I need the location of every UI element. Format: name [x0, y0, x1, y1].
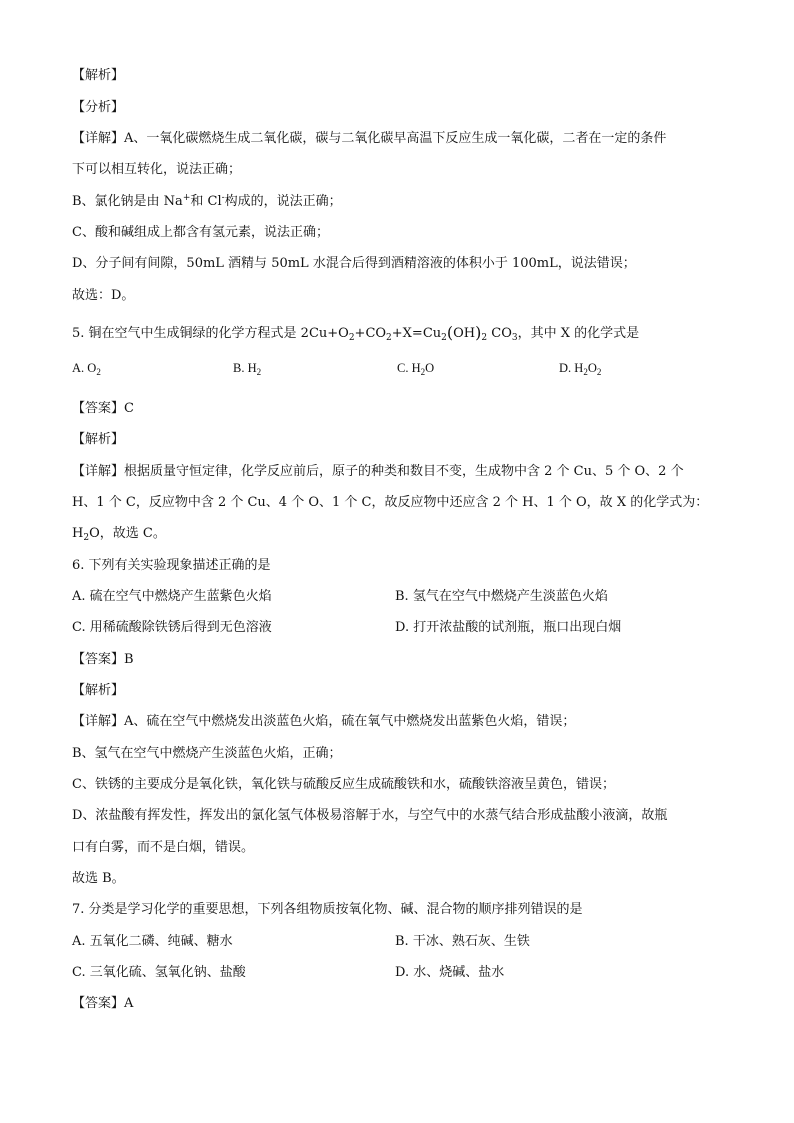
q5-option-b: B. $H_2$: [233, 361, 262, 377]
q7-answer: 【答案】A: [72, 996, 134, 1011]
q6-option-c: C. 用稀硫酸除铁锈后得到无色溶液: [72, 620, 272, 635]
q5-option-d: D. $H_2O_2$: [559, 361, 602, 377]
q6-option-a: A. 硫在空气中燃烧产生蓝紫色火焰: [72, 589, 272, 604]
q6-detail-line: B、氢气在空气中燃烧产生淡蓝色火焰，正确；: [72, 746, 342, 761]
analysis-heading: 【解析】: [72, 68, 125, 83]
q6-detail-line: 口有白雾，而不是白烟，错误。: [72, 840, 255, 855]
detail-line: C、酸和碱组成上都含有氢元素，说法正确；: [72, 225, 329, 240]
q6-option-b: B. 氢气在空气中燃烧产生淡蓝色火焰: [395, 589, 608, 604]
q6-option-d: D. 打开浓盐酸的试剂瓶，瓶口出现白烟: [395, 620, 622, 635]
conclusion-line: 故选：D。: [72, 288, 135, 303]
detail-line: 下可以相互转化，说法正确；: [72, 162, 242, 177]
question-5-stem: 5. 铜在空气中生成铜绿的化学方程式是 $2Cu+O_2+CO_2+X=Cu_2(OH)_2$ $CO_3$，其中 X 的化学式是: [72, 323, 640, 343]
q5-answer: 【答案】C: [72, 401, 134, 416]
detail-line: D、分子间有间隙，50mL 酒精与 50mL 水混合后得到酒精溶液的体积小于 100mL，说法错误；: [72, 256, 636, 271]
q5-detail-line: H、1 个 C，反应物中含 2 个 Cu、4 个 O、1 个 C，故反应物中还应含 2 个 H、1 个 O，故 X 的化学式为：: [72, 495, 709, 510]
q6-detail-line: 【详解】A、硫在空气中燃烧发出淡蓝色火焰，硫在氧气中燃烧发出蓝紫色火焰，错误；: [72, 714, 576, 729]
q6-answer: 【答案】B: [72, 652, 134, 667]
q7-option-b: B. 干冰、熟石灰、生铁: [395, 934, 530, 949]
q6-analysis-heading: 【解析】: [72, 683, 125, 698]
question-6-stem: 6. 下列有关实验现象描述正确的是: [72, 558, 271, 573]
q5-option-c: C. $H_2O$: [397, 361, 435, 377]
q6-detail-line: D、浓盐酸有挥发性，挥发出的氯化氢气体极易溶解于水，与空气中的水蒸气结合形成盐酸小液滴，故瓶: [72, 808, 668, 823]
question-7-stem: 7. 分类是学习化学的重要思想，下列各组物质按氧化物、碱、混合物的顺序排列错误的是: [72, 902, 583, 917]
detail-line: B、氯化钠是由 Na+和 Cl-构成的，说法正确；: [72, 193, 342, 209]
q5-detail-line: $H_2O$，故选 C。: [72, 526, 166, 543]
q6-conclusion: 故选 B。: [72, 871, 125, 886]
detail-line: 【详解】A、一氧化碳燃烧生成二氧化碳，碳与二氧化碳早高温下反应生成一氧化碳，二者在一定的条件: [72, 131, 667, 146]
q5-analysis-heading: 【解析】: [72, 432, 125, 447]
q5-option-a: A. $O_2$: [72, 361, 101, 377]
q7-option-a: A. 五氧化二磷、纯碱、糖水: [72, 934, 233, 949]
q6-detail-line: C、铁锈的主要成分是氧化铁，氧化铁与硫酸反应生成硫酸铁和水，硫酸铁溶液呈黄色，错误；: [72, 777, 615, 792]
q5-detail-line: 【详解】根据质量守恒定律，化学反应前后，原子的种类和数目不变，生成物中含 2 个 Cu、5 个 O、2 个: [72, 464, 684, 479]
q7-option-d: D. 水、烧碱、盐水: [395, 965, 505, 980]
summary-heading: 【分析】: [72, 100, 125, 115]
q7-option-c: C. 三氧化硫、氢氧化钠、盐酸: [72, 965, 246, 980]
